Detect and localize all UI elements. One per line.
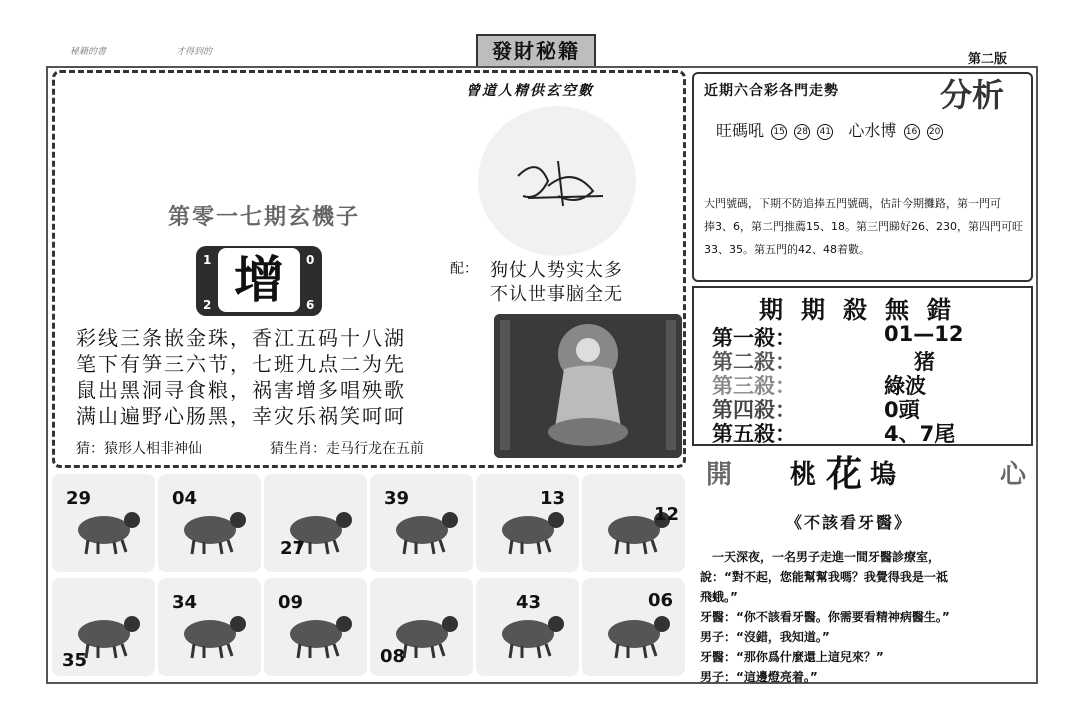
- chant-line: 不认世事脑全无: [490, 284, 623, 305]
- riddle-title: 第零一七期玄機子: [168, 205, 361, 230]
- zodiac-cell-snake: [582, 474, 685, 572]
- zodiac-number: 12: [654, 504, 680, 525]
- pick-number: 41: [817, 124, 833, 140]
- analysis-text: [704, 192, 1024, 261]
- kill-value: 0頭: [884, 398, 920, 422]
- joke-line: 飛蛾。”: [700, 590, 738, 604]
- joke-line: 牙醫：“你不該看牙醫。你需要看精神病醫生。”: [700, 610, 950, 624]
- joke-line: 說：“對不起，您能幫幫我嗎？我覺得我是一祗: [700, 570, 948, 584]
- signature-logo: [478, 106, 636, 256]
- joke-line: 一天深夜，一名男子走進一間牙醫診療室，: [700, 550, 941, 564]
- pick2-label: 心水博: [848, 121, 897, 140]
- joke-line: 男子：“這邊燈亮着。”: [700, 670, 818, 684]
- trend-title: 近期六合彩各門走勢: [704, 83, 839, 99]
- joke-title: 《不該看牙醫》: [786, 513, 913, 532]
- corner-number: 2: [203, 298, 212, 312]
- big-char: 增: [218, 248, 300, 312]
- zodiac-number: 09: [278, 592, 304, 613]
- kill-label: 第五殺：: [712, 422, 796, 446]
- pick-number: 28: [794, 124, 810, 140]
- joke-line: 男子：“沒錯，我知道。”: [700, 630, 830, 644]
- analysis-line: 大門號碼，下期不防追捧五門號碼，估計今期攤路，第一門可: [704, 197, 1001, 210]
- zodiac-cell-ox: [158, 474, 261, 572]
- zodiac-number: 39: [384, 488, 410, 509]
- chant-line: 狗仗人势实太多: [490, 260, 623, 281]
- poem-line: 鼠出黑洞寻食粮，祸害增多唱殃歌: [76, 378, 406, 402]
- pick1-label: 旺碼吼: [716, 121, 765, 140]
- header-small-text-2: 才得到的: [176, 47, 213, 57]
- picks-row: [716, 118, 943, 141]
- pick-number: 16: [904, 124, 920, 140]
- zodiac-cell-horse: [52, 578, 155, 676]
- zodiac-number: 13: [540, 488, 566, 509]
- zodiac-cell-rabbit: [370, 474, 473, 572]
- zodiac-cell-dog: [476, 578, 579, 676]
- joke-header-mid: 桃: [790, 460, 817, 490]
- zodiac-cell-rat: [52, 474, 155, 572]
- zodiac-grid: [52, 474, 686, 678]
- corner-number: 0: [306, 253, 315, 267]
- zodiac-cell-goat: [158, 578, 261, 676]
- analysis-line: 捧3、6，第二門推薦15、18。第三門睇好26、230，第四門可旺: [704, 220, 1023, 233]
- zodiac-cell-tiger: [264, 474, 367, 572]
- edition-label: 第二版: [968, 52, 1008, 67]
- zodiac-number: 43: [516, 592, 542, 613]
- kill-value: 綠波: [884, 374, 926, 398]
- header-small-text-1: 秘籍的書: [70, 47, 107, 57]
- poem-line: 笔下有笋三六节，七班九点二为先: [76, 352, 406, 376]
- kill-label: 第一殺：: [712, 326, 796, 350]
- kill-label: 第四殺：: [712, 398, 796, 422]
- joke-line: 牙醫：“那你爲什麼還上這兒來？”: [700, 650, 884, 664]
- kill-value: 01—12: [884, 322, 964, 346]
- joke-header-left: 開: [706, 460, 733, 490]
- zodiac-cell-monkey: [264, 578, 367, 676]
- zodiac-number: 27: [280, 538, 306, 559]
- corner-number: 1: [203, 253, 212, 267]
- corner-number: 6: [306, 298, 315, 312]
- zodiac-number: 34: [172, 592, 198, 613]
- deity-image: [494, 314, 682, 458]
- joke-header-right: 心: [1000, 460, 1027, 490]
- zodiac-number: 08: [380, 646, 406, 667]
- kill-label: 第三殺：: [712, 374, 796, 398]
- zodiac-cell-dragon: [476, 474, 579, 572]
- zodiac-number: 06: [648, 590, 674, 611]
- poem-line: 满山遍野心肠黑，幸灾乐祸笑呵呵: [76, 404, 406, 428]
- chant-label: 配：: [450, 261, 478, 277]
- pick-number: 20: [927, 124, 943, 140]
- zodiac-number: 35: [62, 650, 88, 671]
- page-title: 發財秘籍: [476, 34, 596, 68]
- analysis-line: 33、35。第五門的42、48着數。: [704, 243, 870, 256]
- seal-text: 曾道人精供玄空數: [466, 83, 594, 99]
- hint-text: 猜：猿形人相非神仙: [76, 441, 202, 457]
- zodiac-number: 29: [66, 488, 92, 509]
- kill-value: 猪: [914, 350, 935, 374]
- kill-label: 第二殺：: [712, 350, 796, 374]
- trend-title-big: 分析: [940, 76, 1005, 114]
- zodiac-number: 04: [172, 488, 198, 509]
- joke-header-mid: 花: [826, 454, 863, 495]
- joke-header-mid: 塢: [870, 460, 897, 490]
- pick-number: 15: [771, 124, 787, 140]
- kill-value: 4、7尾: [884, 422, 956, 446]
- zodiac-cell-rooster: [370, 578, 473, 676]
- zodiac-cell-pig: [582, 578, 685, 676]
- kill-title: 期期殺無錯: [759, 296, 969, 324]
- poem-line: 彩线三条嵌金珠，香江五码十八湖: [76, 326, 406, 350]
- hint-text: 猜生肖：走马行龙在五前: [270, 441, 424, 457]
